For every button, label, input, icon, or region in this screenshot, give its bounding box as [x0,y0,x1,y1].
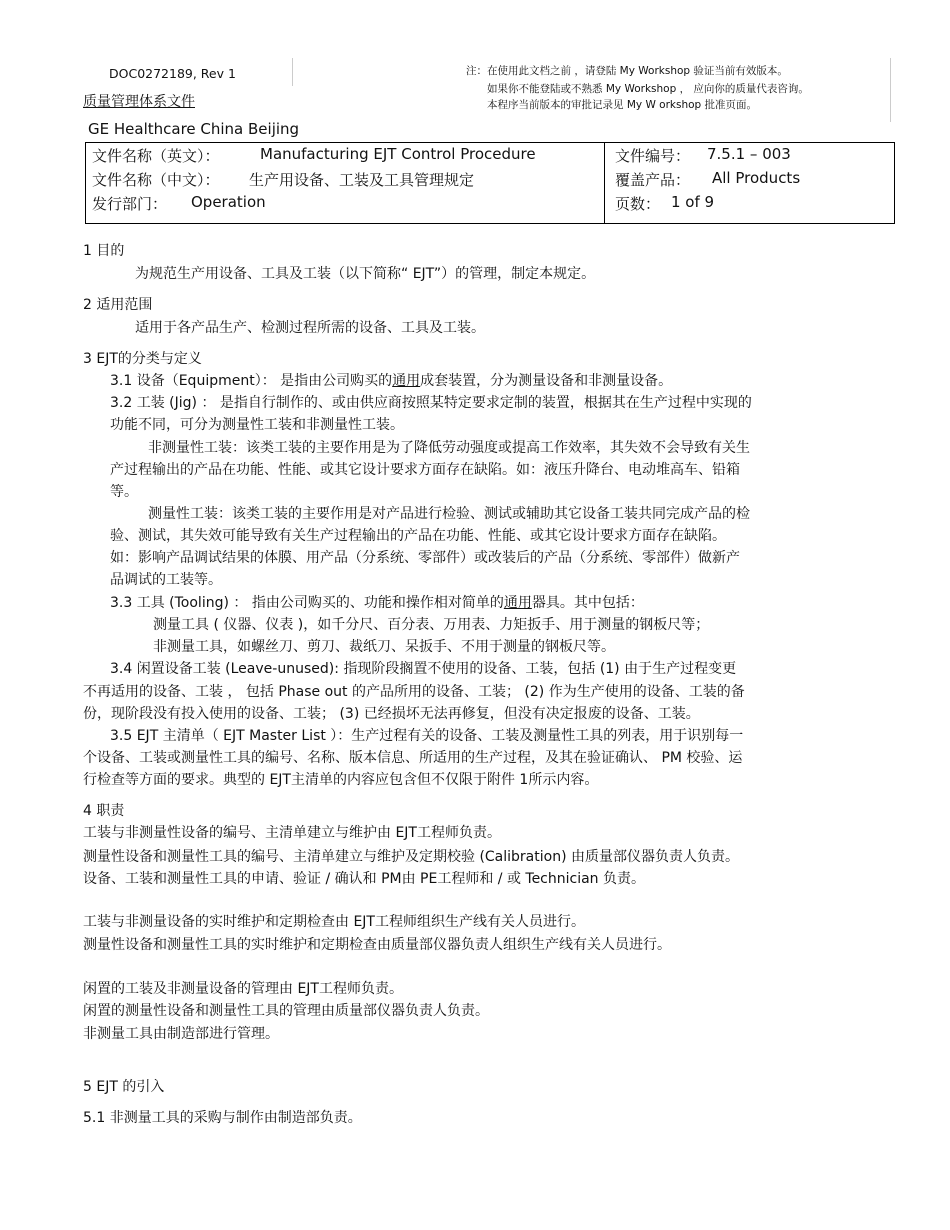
name-en-label: 文件名称（英文）： [92,147,220,165]
section-3-4-line-3: 份，现阶段没有投入使用的设备、工装； (3) 已经损坏无法再修复，但没有决定报废的设备、工装。 [83,706,700,722]
measuring-jig-line-2: 验、测试，其失效可能导致有关生产过程输出的产品在功能、性能、或其它设计要求方面存在缺陷。 [110,528,726,544]
name-cn-label: 文件名称（中文）： [92,171,220,189]
section-3-2-line-2: 功能不同，可分为测量性工装和非测量性工装。 [110,417,404,433]
measuring-jig-line-4: 品调试的工装等。 [110,572,222,588]
qms-title: 质量管理体系文件 [83,94,195,110]
non-measuring-tool-line: 非测量工具，如螺丝刀、剪刀、裁纸刀、呆扳手、不用于测量的钢板尺等。 [153,639,615,655]
section-3-2-line-1: 3.2 工装 (Jig) ： 是指自行制作的、或由供应商按照某特定要求定制的装置，根据其在生产过程中实现的 [110,395,752,411]
section-3-4-line-1: 3.4 闲置设备工装 (Leave-unused): 指现阶段搁置不使用的设备、工装，包括 (1) 由于生产过程变更 [110,661,737,677]
section-1-title: 1 目的 [83,243,125,259]
section-3-3 [110,592,644,612]
table-divider [604,143,605,223]
responsibility-line-8: 非测量工具由制造部进行管理。 [83,1026,279,1042]
company-name: GE Healthcare China Beijing [88,120,300,138]
products-label: 覆盖产品： [615,171,691,189]
section-3-3-b: 器具。其中包括： [531,595,644,611]
responsibility-line-3: 设备、工装和测量性工具的申请、验证 / 确认和 PM由 PE工程师和 / 或 Technician 负责。 [83,871,646,887]
docno-value: 7.5.1 – 003 [707,145,791,163]
measuring-jig-line-1: 测量性工装：该类工装的主要作用是对产品进行检验、测试或辅助其它设备工装共同完成产品的检 [148,506,750,522]
name-cn-value: 生产用设备、工装及工具管理规定 [249,171,475,189]
section-3-1-b: 成套装置，分为测量设备和非测量设备。 [420,373,673,389]
section-3-1-underlined: 通用 [392,373,421,389]
measuring-jig-line-3: 如：影响产品调试结果的体膜、用产品（分系统、零部件）或改装后的产品（分系统、零部件）做新产 [110,550,740,566]
section-3-5-line-3: 行检查等方面的要求。典型的 EJT主清单的内容应包含但不仅限于附件 1所示内容。 [83,772,599,788]
section-3-3-underlined: 通用 [503,595,532,611]
pages-label: 页数： [615,195,661,213]
document-info-table [85,142,895,224]
section-3-3-a: 3.3 工具 (Tooling) ： 指由公司购买的、功能和操作相对简单的 [110,595,504,611]
responsibility-line-5: 测量性设备和测量性工具的实时维护和定期检查由质量部仪器负责人组织生产线有关人员进行。 [83,937,671,953]
responsibility-line-1: 工装与非测量性设备的编号、主清单建立与维护由 EJT工程师负责。 [83,825,501,841]
responsibility-line-6: 闲置的工装及非测量设备的管理由 EJT工程师负责。 [83,981,403,997]
section-2-title: 2 适用范围 [83,297,153,313]
header-divider [292,58,293,86]
header-note-3: 本程序当前版本的审批记录见 My W orkshop 批准页面。 [487,99,758,111]
responsibility-line-2: 测量性设备和测量性工具的编号、主清单建立与维护及定期校验 (Calibration) 由质量部仪器负责人负责。 [83,849,739,865]
responsibility-line-7: 闲置的测量性设备和测量性工具的管理由质量部仪器负责人负责。 [83,1003,489,1019]
section-3-1-a: 3.1 设备（Equipment）： 是指由公司购买的 [110,373,393,389]
section-3-4-line-2: 不再适用的设备、工装 ， 包括 Phase out 的产品所用的设备、工装； (2) 作为生产使用的设备、工装的备 [83,684,745,700]
section-5-title: 5 EJT 的引入 [83,1079,165,1095]
doc-id: DOC0272189, Rev 1 [109,66,236,81]
header-note-1: 注：在使用此文档之前 ，请登陆 My Workshop 验证当前有效版本。 [466,65,788,77]
section-4-title: 4 职责 [83,803,125,819]
section-1-text: 为规范生产用设备、工具及工装（以下简称“ EJT”）的管理，制定本规定。 [135,266,596,282]
docno-label: 文件编号： [615,147,691,165]
dept-label: 发行部门： [92,195,168,213]
dept-value: Operation [191,193,266,211]
section-3-1 [110,370,672,390]
header-note-2: 如果你不能登陆或不熟悉 My Workshop ， 应向你的质量代表咨询。 [487,83,809,95]
header-right-rule [890,58,891,122]
responsibility-line-4: 工装与非测量设备的实时维护和定期检查由 EJT工程师组织生产线有关人员进行。 [83,914,585,930]
non-measuring-jig-line-2: 产过程输出的产品在功能、性能、或其它设计要求方面存在缺陷。如：液压升降台、电动堆高车、铅箱 [110,462,740,478]
pages-value: 1 of 9 [671,193,715,211]
section-3-5-line-2: 个设备、工装或测量性工具的编号、名称、版本信息、所适用的生产过程，及其在验证确认、 PM 校验、运 [83,750,743,766]
products-value: All Products [712,169,801,187]
non-measuring-jig-line-3: 等。 [110,484,138,500]
measuring-tool-line: 测量工具 ( 仪器、仪表 )，如千分尺、百分表、万用表、力矩扳手、用于测量的钢板尺等； [153,617,710,633]
non-measuring-jig-line-1: 非测量性工装：该类工装的主要作用是为了降低劳动强度或提高工作效率，其失效不会导致有关生 [148,440,750,456]
name-en-value: Manufacturing EJT Control Procedure [260,145,536,163]
section-3-title: 3 EJT的分类与定义 [83,351,202,367]
section-3-5-line-1: 3.5 EJT 主清单（ EJT Master List ）：生产过程有关的设备、工装及测量性工具的列表，用于识别每一 [110,728,744,744]
section-5-1: 5.1 非测量工具的采购与制作由制造部负责。 [83,1110,362,1126]
section-2-text: 适用于各产品生产、检测过程所需的设备、工具及工装。 [135,320,485,336]
